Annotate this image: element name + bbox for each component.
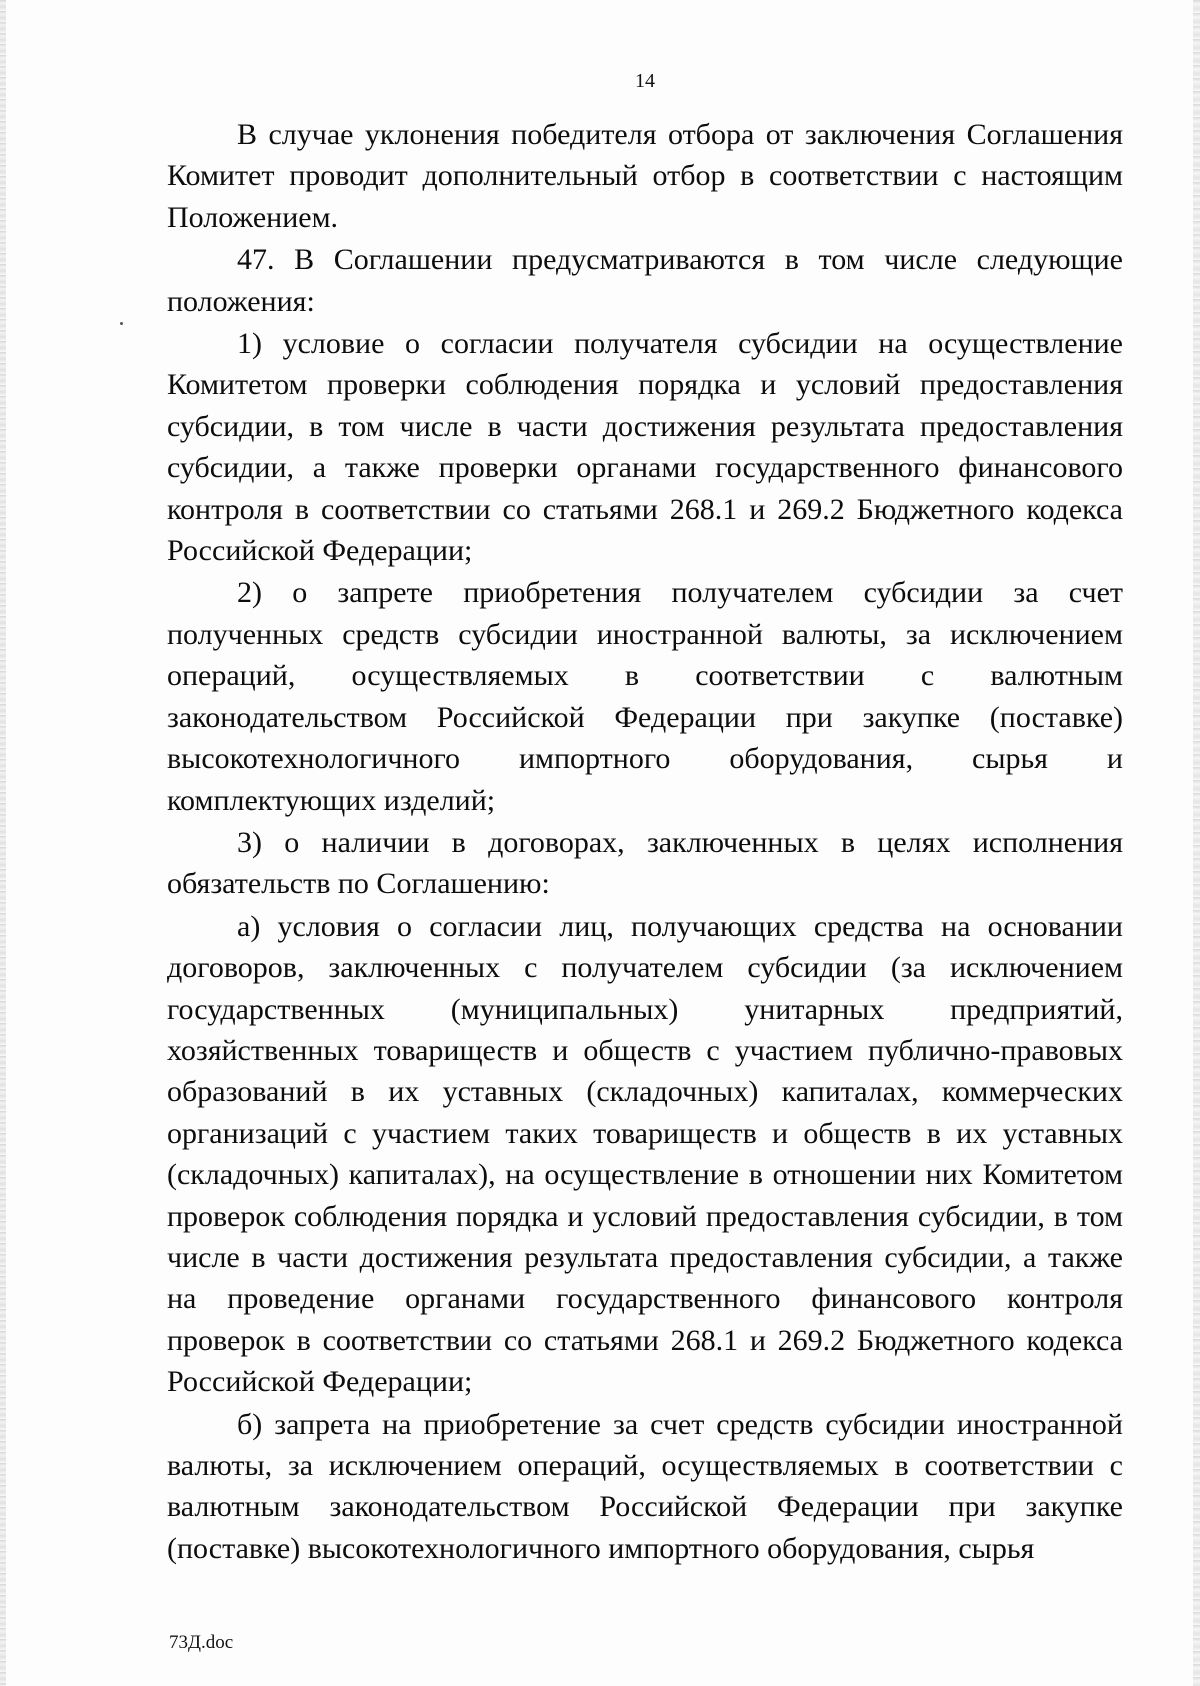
body-text	[167, 114, 1123, 1569]
paragraph-subitem-a: а) условия о согласии лиц, получающих средства на основании договоров, заключенных с получателем субсидии (за исключением государственных (муниципальных) унитарных предприятий, хозяйственных товариществ и обществ с участием публично-правовых образований в их уставных (складочных) капиталах, коммерческих организаций с участием таких товариществ и обществ в их уставных (складочных) капиталах), на осуществление в отношении них Комитетом проверок соблюдения порядка и условий предоставления субсидии, в том числе в части достижения результата предоставления субсидии, а также на проведение органами государственного финансового контроля проверок в соответствии со статьями 268.1 и 269.2 Бюджетного кодекса Российской Федерации;	[167, 909, 1123, 1399]
paragraph-subitem-b: б) запрета на приобретение за счет средств субсидии иностранной валюты, за исключением операций, осуществляемых в соответствии с валютным законодательством Российской Федерации при закупке (поставке) высокотехнологичного импортного оборудования, сырья	[167, 1407, 1123, 1565]
paragraph-subitem-3: 3) о наличии в договорах, заключенных в целях исполнения обязательств по Соглашению:	[167, 825, 1123, 901]
paragraph-item-47: 47. В Соглашении предусматриваются в том числе следующие положения:	[167, 243, 1123, 318]
paragraph-subitem-1: 1) условие о согласии получателя субсидии на осуществление Комитетом проверки соблюдения порядка и условий предоставления субсидии, в том числе в части достижения результата предоставления субсидии, а также проверки органами государственного финансового контроля в соответствии со статьями 268.1 и 269.2 Бюджетного кодекса Российской Федерации;	[167, 327, 1123, 568]
scan-edge-left	[0, 0, 6, 1686]
footer-filename: 73Д.doc	[169, 1632, 234, 1653]
page-number: 14	[635, 70, 655, 92]
paragraph-evasion: В случае уклонения победителя отбора от заключения Соглашения Комитет проводит дополнительный отбор в соответствии с настоящим Положением.	[167, 118, 1123, 234]
scan-edge-right	[1193, 0, 1200, 1686]
paragraph-subitem-2: 2) о запрете приобретения получателем субсидии за счет полученных средств субсидии иностранной валюты, за исключением операций, осуществляемых в соответствии с валютным законодательством Российской Федерации при закупке (поставке) высокотехнологичного импортного оборудования, сырья и комплектующих изделий;	[167, 576, 1123, 817]
scan-speck	[120, 322, 123, 325]
